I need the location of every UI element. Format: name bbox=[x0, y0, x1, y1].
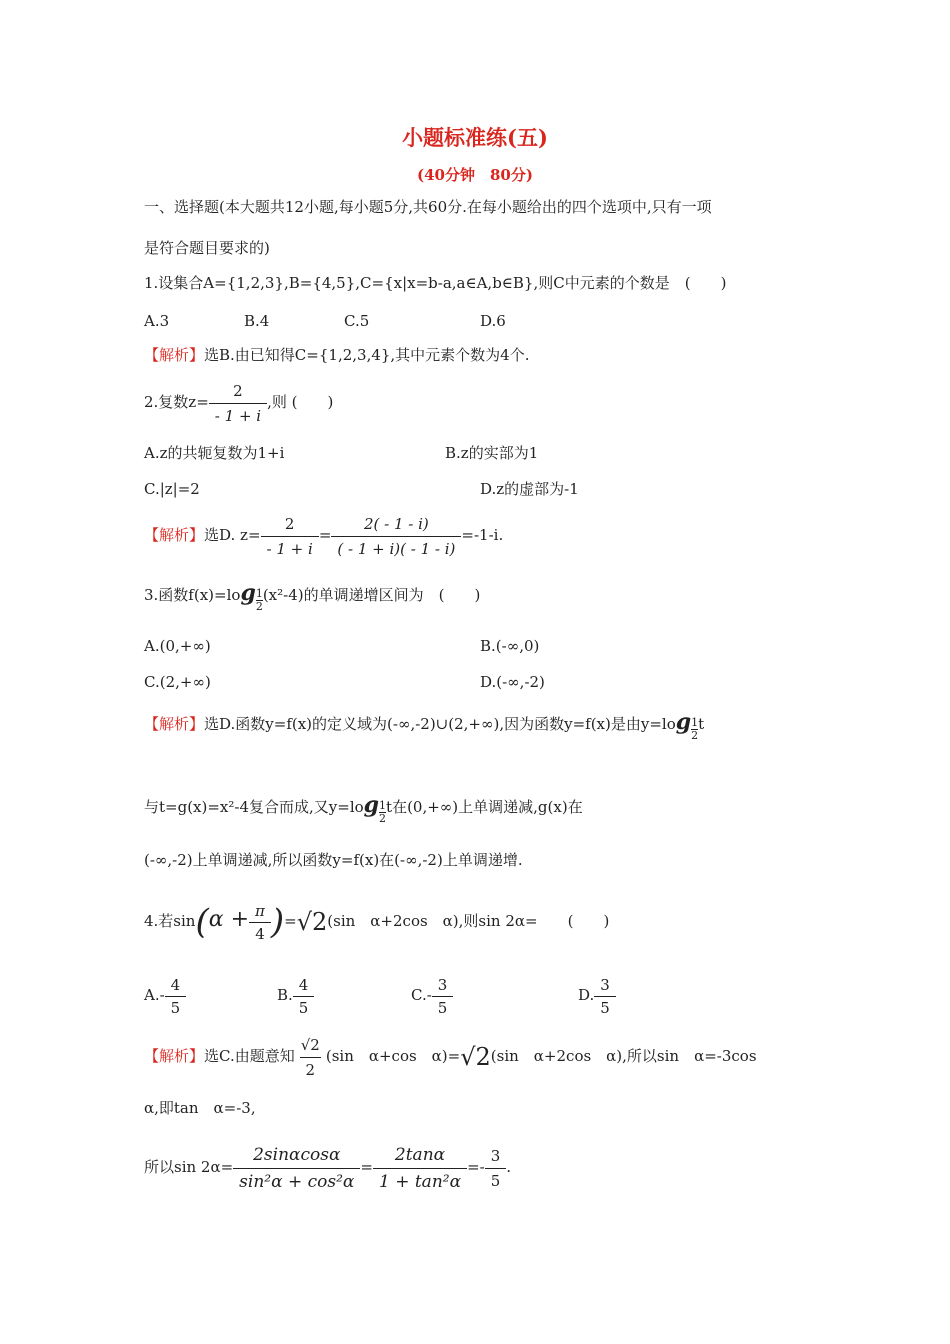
q4-alpha-plus: α + bbox=[208, 907, 250, 932]
q1-option-b: B.4 bbox=[244, 312, 270, 330]
q3-analysis-line1 bbox=[144, 705, 704, 742]
analysis-label: 【解析】 bbox=[144, 526, 205, 544]
q4-a-label: A.- bbox=[144, 986, 165, 1004]
analysis-label: 【解析】 bbox=[144, 1047, 205, 1065]
q4-c-num: 3 bbox=[437, 975, 448, 994]
q4-pi: π bbox=[255, 901, 265, 920]
q4-a-num: 4 bbox=[170, 975, 181, 994]
q2-a-result: =-1-i. bbox=[461, 526, 504, 544]
q4-option-a bbox=[144, 972, 186, 1018]
q4-f2-den: 1 + tan²α bbox=[373, 1168, 467, 1193]
q4-f1-den: sin²α + cos²α bbox=[233, 1168, 360, 1193]
q4-frac1 bbox=[233, 1144, 360, 1193]
q2-analysis bbox=[144, 511, 503, 559]
q3-log-base bbox=[256, 588, 263, 613]
q4-sqrt2-over-2 bbox=[295, 1035, 326, 1080]
q1-option-d: D.6 bbox=[480, 312, 506, 330]
q4-eq: = bbox=[284, 912, 297, 930]
q3-suffix: (x²-4)的单调递增区间为 ( ) bbox=[262, 586, 481, 604]
q3-half-den: 2 bbox=[691, 729, 699, 742]
q3-analysis1-tail: t bbox=[698, 715, 705, 733]
q3-analysis1: 选D.函数y=f(x)的定义域为(-∞,-2)∪(2,+∞),因为函数y=f(x)是由y=lo bbox=[204, 715, 676, 733]
section-heading-line1: 一、选择题(本大题共12小题,每小题5分,共60分.在每小题给出的四个选项中,只有一项 bbox=[144, 198, 712, 216]
q4-analysis-line3 bbox=[144, 1140, 511, 1194]
q2-option-d: D.z的虚部为-1 bbox=[480, 480, 579, 498]
q3-analysis2-pre: 与t=g(x)=x²-4复合而成,又y=lo bbox=[144, 798, 364, 816]
q3-option-c: C.(2,+∞) bbox=[144, 673, 211, 691]
q4-r-den: 5 bbox=[485, 1168, 507, 1191]
q2-a-den1: - 1 + i bbox=[261, 536, 319, 559]
q4-suffix: (sin α+2cos α),则sin 2α= ( ) bbox=[327, 912, 610, 930]
q1-option-c: C.5 bbox=[344, 312, 370, 330]
q2-option-c: C.|z|=2 bbox=[144, 480, 200, 498]
q4-c-den: 5 bbox=[432, 996, 454, 1017]
q1-analysis-text: 选B.由已知得C={1,2,3,4},其中元素个数为4个. bbox=[204, 346, 530, 364]
q3-log-g: g bbox=[240, 580, 256, 606]
q4-analysis-line2: α,即tan α=-3, bbox=[144, 1099, 256, 1117]
q4-eq2: = bbox=[360, 1158, 373, 1176]
q3-analysis-line3: (-∞,-2)上单调递减,所以函数y=f(x)在(-∞,-2)上单调递增. bbox=[144, 851, 523, 869]
page-subtitle: (40分钟 80分) bbox=[417, 166, 533, 184]
q1-analysis bbox=[144, 345, 530, 365]
q3-half-num: 1 bbox=[255, 587, 263, 600]
q3-log-base bbox=[379, 800, 386, 825]
q4-f2-num: 2tanα bbox=[394, 1144, 446, 1165]
q4-r-num: 3 bbox=[490, 1146, 501, 1165]
q2-analysis-frac2 bbox=[331, 514, 461, 559]
section-heading-line2: 是符合题目要求的) bbox=[144, 239, 270, 257]
q3-log-g: g bbox=[675, 709, 692, 735]
q2-frac-num: 2 bbox=[233, 381, 243, 400]
q4-d-den: 5 bbox=[594, 996, 616, 1017]
q1-option-a: A.3 bbox=[144, 312, 170, 330]
q4-analysis3-pre: 所以sin 2α= bbox=[144, 1158, 234, 1176]
q3-half-den: 2 bbox=[379, 812, 387, 825]
q4-result-frac bbox=[485, 1146, 507, 1191]
q4-b-label: B. bbox=[277, 986, 293, 1004]
q4-analysis1-post: (sin α+2cos α),所以sin α=-3cos bbox=[490, 1047, 757, 1065]
q3-analysis2-post: t在(0,+∞)上单调递减,g(x)在 bbox=[386, 798, 583, 816]
q4-analysis1-mid: (sin α+cos α)= bbox=[325, 1047, 461, 1065]
q4-option-b bbox=[277, 972, 314, 1018]
q4-frac2 bbox=[373, 1144, 467, 1193]
q3-log-g: g bbox=[363, 792, 380, 818]
page-title: 小题标准练(五) bbox=[402, 125, 548, 150]
q4-analysis1-pre: 选C.由题意知 bbox=[204, 1047, 295, 1065]
q2-a-num1: 2 bbox=[284, 514, 295, 533]
analysis-label: 【解析】 bbox=[144, 715, 205, 733]
analysis-label: 【解析】 bbox=[144, 346, 205, 364]
q4-f1-num: 2sinαcosα bbox=[253, 1144, 341, 1165]
q4-paren-close: ) bbox=[270, 902, 285, 942]
q4-s2-den: 2 bbox=[300, 1057, 322, 1080]
q3-half-num: 1 bbox=[691, 716, 699, 729]
q2-analysis-frac1 bbox=[261, 514, 319, 559]
q2-prefix: 2.复数z= bbox=[144, 393, 209, 411]
q3-option-b: B.(-∞,0) bbox=[480, 637, 540, 655]
q2-analysis-prefix: 选D. z= bbox=[204, 526, 261, 544]
q2-option-a: A.z的共轭复数为1+i bbox=[144, 444, 285, 462]
q2-a-den2: ( - 1 + i)( - 1 - i) bbox=[331, 536, 461, 559]
q2-a-eq: = bbox=[318, 526, 332, 544]
q4-stem bbox=[144, 892, 609, 950]
q4-b-num: 4 bbox=[298, 975, 309, 994]
q4-result-pre: =- bbox=[467, 1158, 485, 1176]
q4-option-c bbox=[411, 972, 453, 1018]
q3-stem bbox=[144, 576, 480, 613]
q4-pi-over-4 bbox=[249, 902, 271, 943]
q4-c-frac bbox=[432, 976, 454, 1017]
q4-d-frac bbox=[594, 976, 616, 1017]
q3-prefix: 3.函数f(x)=lo bbox=[144, 586, 241, 604]
q2-option-b: B.z的实部为1 bbox=[445, 444, 539, 462]
q4-sqrt2-b: √2 bbox=[460, 1043, 491, 1071]
q4-d-label: D. bbox=[578, 986, 595, 1004]
q2-a-num2: 2( - 1 - i) bbox=[363, 514, 429, 533]
q4-paren-open: ( bbox=[195, 902, 209, 942]
q4-s2-num: √2 bbox=[300, 1035, 320, 1054]
q3-half-den: 2 bbox=[255, 600, 263, 613]
q4-a-frac bbox=[165, 976, 187, 1017]
q4-c-label: C.- bbox=[411, 986, 432, 1004]
q4-d-num: 3 bbox=[600, 975, 610, 994]
q4-a-den: 5 bbox=[165, 996, 187, 1017]
q2-stem bbox=[144, 378, 333, 426]
q3-option-a: A.(0,+∞) bbox=[144, 637, 211, 655]
q2-frac-den: - 1 + i bbox=[209, 403, 267, 426]
q3-analysis-line2 bbox=[144, 788, 583, 825]
q2-suffix: ,则 ( ) bbox=[267, 393, 334, 411]
q2-fraction bbox=[209, 381, 267, 426]
q3-half-num: 1 bbox=[379, 799, 387, 812]
q4-analysis-line1 bbox=[144, 1030, 757, 1083]
q3-option-d: D.(-∞,-2) bbox=[480, 673, 545, 691]
q4-sqrt2: √2 bbox=[296, 908, 328, 936]
q1-stem: 1.设集合A={1,2,3},B={4,5},C={x|x=b-a,a∈A,b∈B},则C中元素的个数是 ( ) bbox=[144, 274, 727, 292]
q4-end: . bbox=[506, 1158, 512, 1176]
q4-option-d bbox=[578, 972, 616, 1018]
q4-b-den: 5 bbox=[293, 996, 315, 1017]
q4-b-frac bbox=[293, 976, 315, 1017]
q4-four: 4 bbox=[249, 922, 271, 943]
q4-prefix: 4.若sin bbox=[144, 912, 196, 930]
